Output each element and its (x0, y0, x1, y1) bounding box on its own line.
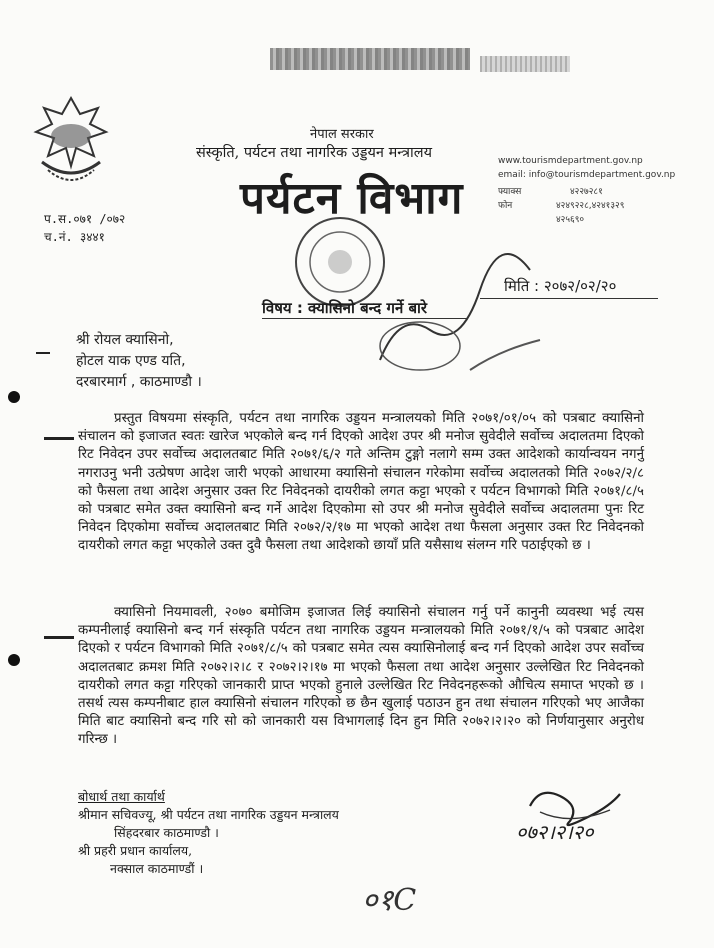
phone-value: ४२५६९० (556, 215, 585, 225)
ministry-title: संस्कृति, पर्यटन तथा नागरिक उड्डयन मन्त्रालय (196, 145, 432, 161)
reference-number: प.स.०७१ /०७२ (44, 212, 126, 226)
nepal-emblem-icon (28, 92, 114, 192)
email-text: email: info@tourismdepartment.gov.np (498, 170, 676, 180)
margin-mark (44, 636, 74, 639)
binder-hole (8, 391, 20, 403)
phone-label: फोन (498, 201, 513, 211)
addressee-line: होटल याक एण्ड यति, (76, 353, 186, 369)
margin-mark (36, 352, 50, 354)
handwritten-annotation (360, 250, 560, 390)
cc-line: सिंहदरबार काठमाण्डौ । (114, 825, 219, 840)
cc-line: श्री प्रहरी प्रधान कार्यालय, (78, 843, 193, 858)
website-text: www.tourismdepartment.gov.np (498, 156, 643, 166)
handwritten-footer: ०१C (362, 883, 417, 918)
dispatch-number: च.नं. ३४४१ (44, 230, 105, 244)
cc-line: श्रीमान सचिवज्यू, श्री पर्यटन तथा नागरिक उड्डयन मन्त्रालय (78, 807, 339, 822)
body-paragraph: क्यासिनो नियमावली, २०७० बमोजिम इजाजत लिई क्यासिनो संचालन गर्नु पर्ने कानुनी व्यवस्था भई त्यस कम्पनीलाई क्यासिनो बन्द गर्न संस्कृति पर्यटन तथा नागरिक उड्डयन मन्त्रालयको मिति २०७१/१/५ को पत्रबाट आदेश दिएको र पर्यटन विभागको मिति २०७१/८/५ को पत्रबाट समेत त्यस क्यासिनोलाई बन्द गर्न दिएको आदेश उपर सर्वोच्च अदालतबाट क्रमश मिति २०७२।२।८ र २०७२।२।१७ मा भएको फैसला तथा आदेश अनुसार उल्लेखित रिट निवेदनको दायरीको लगत कट्टा गरिएको जानकारी प्राप्त भएको हुनाले उल्लेखित रिट निवेदनहरूको औचित्य समाप्त भएको छ । तसर्थ त्यस कम्पनीबाट हाल क्यासिनो संचालन गरिएको छ छैन खुलाई पठाउन हुन तथा संचालन गरिएको भए आजैका मिति बाट क्यासिनो बन्द गरि सो को जानकारी यस विभागलाई दिन हुन मिति २०७२।२।२० को निर्णयानुसार अनुरोध गरिन्छ । (78, 605, 644, 748)
government-title: नेपाल सरकार (310, 127, 374, 142)
cc-line: नक्साल काठमाण्डौं । (110, 861, 204, 876)
margin-mark (44, 437, 74, 440)
subject-line: विषय : क्यासिनो बन्द गर्ने बारे (262, 299, 428, 317)
scan-artifact (480, 56, 570, 72)
addressee-line: श्री रोयल क्यासिनो, (76, 332, 174, 348)
body-paragraph: प्रस्तुत विषयमा संस्कृति, पर्यटन तथा नागरिक उड्डयन मन्त्रालयको मिति २०७१/०१/०५ को पत्रबाट क्यासिनो संचालन को इजाजत स्वतः खारेज भएकोले बन्द गर्न दिएको आदेश उपर श्री मनोज सुवेदीले सर्वोच्च अदालतमा दिएको रिट निवेदन उपर सर्वोच्च अदालतबाट मिति २०७१/६/२ गते अन्तिम टुङ्गो नलागे सम्म उक्त आदेशको कार्यान्वयन नगर्नु नगराउनु भनी उत्प्रेषण आदेश जारी भएको आधारमा क्यासिनो संचालन गरेकोमा सर्वोच्च अदालतको मिति २०७२/२/८ को फैसला तथा आदेश अनुसार उक्त रिट निवेदनको दायरीको लगत कट्टा भएको र पर्यटन विभागको मिति २०७१/८/५ को पत्रबाट समेत उक्त क्यासिनो बन्द गर्ने आदेश दिएकोमा सो उपर श्री मनोज सुवेदीले सर्वोच्च अदालतमा पुनः रिट निवेदन दिएकोमा सर्वोच्च अदालतबाट मिति २०७२/२/१७ मा भएको आदेश तथा फैसला अनुसार उक्त रिट निवेदनको दायरीको लगत कट्टा भएकोले उक्त दुवै फैसला तथा आदेशको छायाँ प्रति यसैसाथ संलग्न गरि पठाईएको छ । (78, 411, 644, 554)
fax-label: फ्याक्स (498, 187, 522, 197)
fax-value: ४२२७२८१ (570, 187, 603, 197)
department-title: पर्यटन विभाग (240, 173, 464, 224)
addressee-line: दरबारमार्ग , काठमाण्डौ । (76, 374, 202, 390)
signature-date: ०७२।२।२० (516, 820, 594, 844)
phone-value: ४२४९२२८,४२४१३२९ (556, 201, 625, 211)
letter-date: मिति : २०७२/०२/२० (504, 277, 617, 295)
binder-hole (8, 654, 20, 666)
scan-artifact (270, 48, 470, 70)
cc-title: बोधार्थ तथा कार्यार्थ (78, 789, 165, 804)
